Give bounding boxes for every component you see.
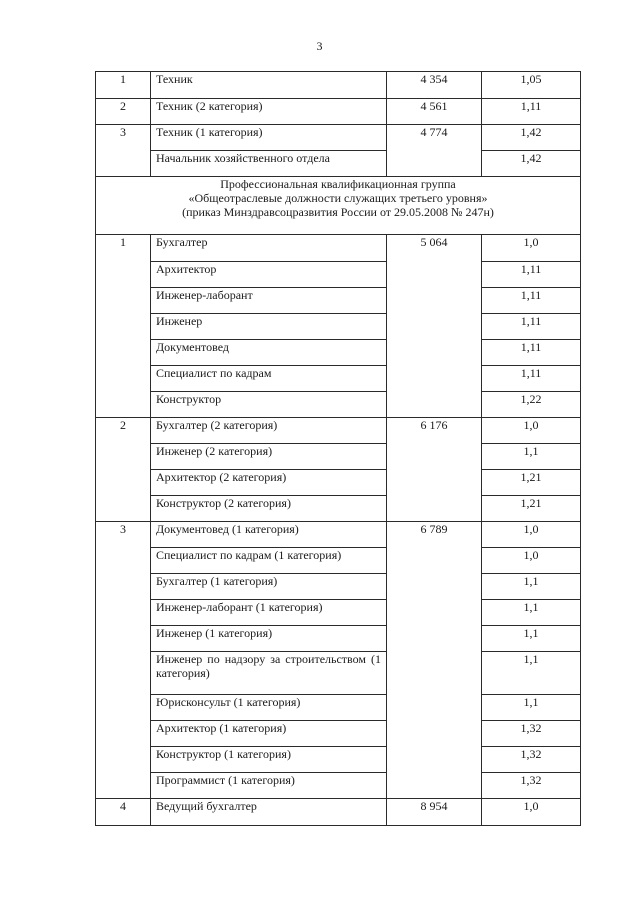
table-row — [96, 600, 581, 626]
coefficient: 1,1 — [482, 626, 581, 652]
group-header-row — [96, 177, 581, 235]
coefficient: 1,42 — [482, 125, 581, 151]
group-header-line: (приказ Минздравсоцразвития России от 29.05.2008 № 247н) — [182, 205, 494, 219]
coefficient: 1,11 — [482, 99, 581, 125]
table-row — [96, 574, 581, 600]
position-name: Юрисконсульт (1 категория) — [151, 695, 387, 721]
table-row — [96, 747, 581, 773]
position-name: Архитектор (1 категория) — [151, 721, 387, 747]
position-name: Инженер (2 категория) — [151, 444, 387, 470]
coefficient: 1,11 — [482, 288, 581, 314]
position-name: Бухгалтер — [151, 235, 387, 262]
coefficient: 1,1 — [482, 444, 581, 470]
table-row — [96, 444, 581, 470]
coefficient: 1,32 — [482, 721, 581, 747]
table-row — [96, 799, 581, 826]
coefficient: 1,11 — [482, 340, 581, 366]
coefficient: 1,11 — [482, 366, 581, 392]
position-name: Конструктор (2 категория) — [151, 496, 387, 522]
table-row — [96, 721, 581, 747]
position-name: Инженер-лаборант (1 категория) — [151, 600, 387, 626]
coefficient: 1,22 — [482, 392, 581, 418]
coefficient: 1,0 — [482, 548, 581, 574]
table-row — [96, 418, 581, 444]
table-row — [96, 99, 581, 125]
base-salary: 6 789 — [387, 522, 482, 799]
position-name: Техник — [151, 72, 387, 99]
coefficient: 1,0 — [482, 418, 581, 444]
position-name: Архитектор (2 категория) — [151, 470, 387, 496]
table-row — [96, 522, 581, 548]
coefficient: 1,32 — [482, 773, 581, 799]
coefficient: 1,21 — [482, 470, 581, 496]
coefficient: 1,11 — [482, 262, 581, 288]
position-name: Начальник хозяйственного отдела — [151, 151, 387, 177]
position-name: Конструктор — [151, 392, 387, 418]
level-number: 3 — [96, 522, 151, 799]
group-header — [96, 177, 581, 235]
position-name: Бухгалтер (1 категория) — [151, 574, 387, 600]
position-name: Архитектор — [151, 262, 387, 288]
position-name: Инженер — [151, 314, 387, 340]
table-row — [96, 773, 581, 799]
base-salary: 4 774 — [387, 125, 482, 177]
position-name: Ведущий бухгалтер — [151, 799, 387, 826]
coefficient: 1,1 — [482, 695, 581, 721]
table-row — [96, 288, 581, 314]
position-name: Специалист по кадрам — [151, 366, 387, 392]
table-row — [96, 392, 581, 418]
coefficient: 1,0 — [482, 235, 581, 262]
position-name: Инженер-лаборант — [151, 288, 387, 314]
table-row — [96, 366, 581, 392]
position-name: Специалист по кадрам (1 категория) — [151, 548, 387, 574]
coefficient: 1,32 — [482, 747, 581, 773]
position-name: Инженер по надзору за строительством (1 категория) — [151, 652, 387, 695]
table-row — [96, 470, 581, 496]
page-number: 3 — [316, 39, 323, 53]
salary-table — [95, 71, 581, 826]
base-salary: 8 954 — [387, 799, 482, 826]
position-name: Документовед — [151, 340, 387, 366]
base-salary: 4 354 — [387, 72, 482, 99]
base-salary: 4 561 — [387, 99, 482, 125]
table-row — [96, 125, 581, 151]
table-row — [96, 72, 581, 99]
row-number: 3 — [96, 125, 151, 177]
coefficient: 1,1 — [482, 652, 581, 695]
table-row — [96, 695, 581, 721]
table-row — [96, 626, 581, 652]
level-number: 2 — [96, 418, 151, 522]
group-header-line: «Общеотраслевые должности служащих третьего уровня» — [188, 191, 488, 205]
position-name: Техник (1 категория) — [151, 125, 387, 151]
position-name: Документовед (1 категория) — [151, 522, 387, 548]
coefficient: 1,21 — [482, 496, 581, 522]
level-number: 1 — [96, 235, 151, 418]
position-name: Инженер (1 категория) — [151, 626, 387, 652]
table-row — [96, 548, 581, 574]
table-row — [96, 340, 581, 366]
level-number: 4 — [96, 799, 151, 826]
group-header-line: Профессиональная квалификационная группа — [220, 177, 456, 191]
table-row — [96, 314, 581, 340]
position-name: Программист (1 категория) — [151, 773, 387, 799]
coefficient: 1,42 — [482, 151, 581, 177]
coefficient: 1,0 — [482, 799, 581, 826]
coefficient: 1,1 — [482, 574, 581, 600]
table-row — [96, 235, 581, 262]
row-number: 2 — [96, 99, 151, 125]
base-salary: 6 176 — [387, 418, 482, 522]
position-name: Конструктор (1 категория) — [151, 747, 387, 773]
table-row — [96, 652, 581, 695]
position-name: Бухгалтер (2 категория) — [151, 418, 387, 444]
table-row — [96, 262, 581, 288]
coefficient: 1,11 — [482, 314, 581, 340]
coefficient: 1,05 — [482, 72, 581, 99]
row-number: 1 — [96, 72, 151, 99]
table-row — [96, 496, 581, 522]
table-row — [96, 151, 581, 177]
position-name: Техник (2 категория) — [151, 99, 387, 125]
coefficient: 1,1 — [482, 600, 581, 626]
base-salary: 5 064 — [387, 235, 482, 418]
coefficient: 1,0 — [482, 522, 581, 548]
